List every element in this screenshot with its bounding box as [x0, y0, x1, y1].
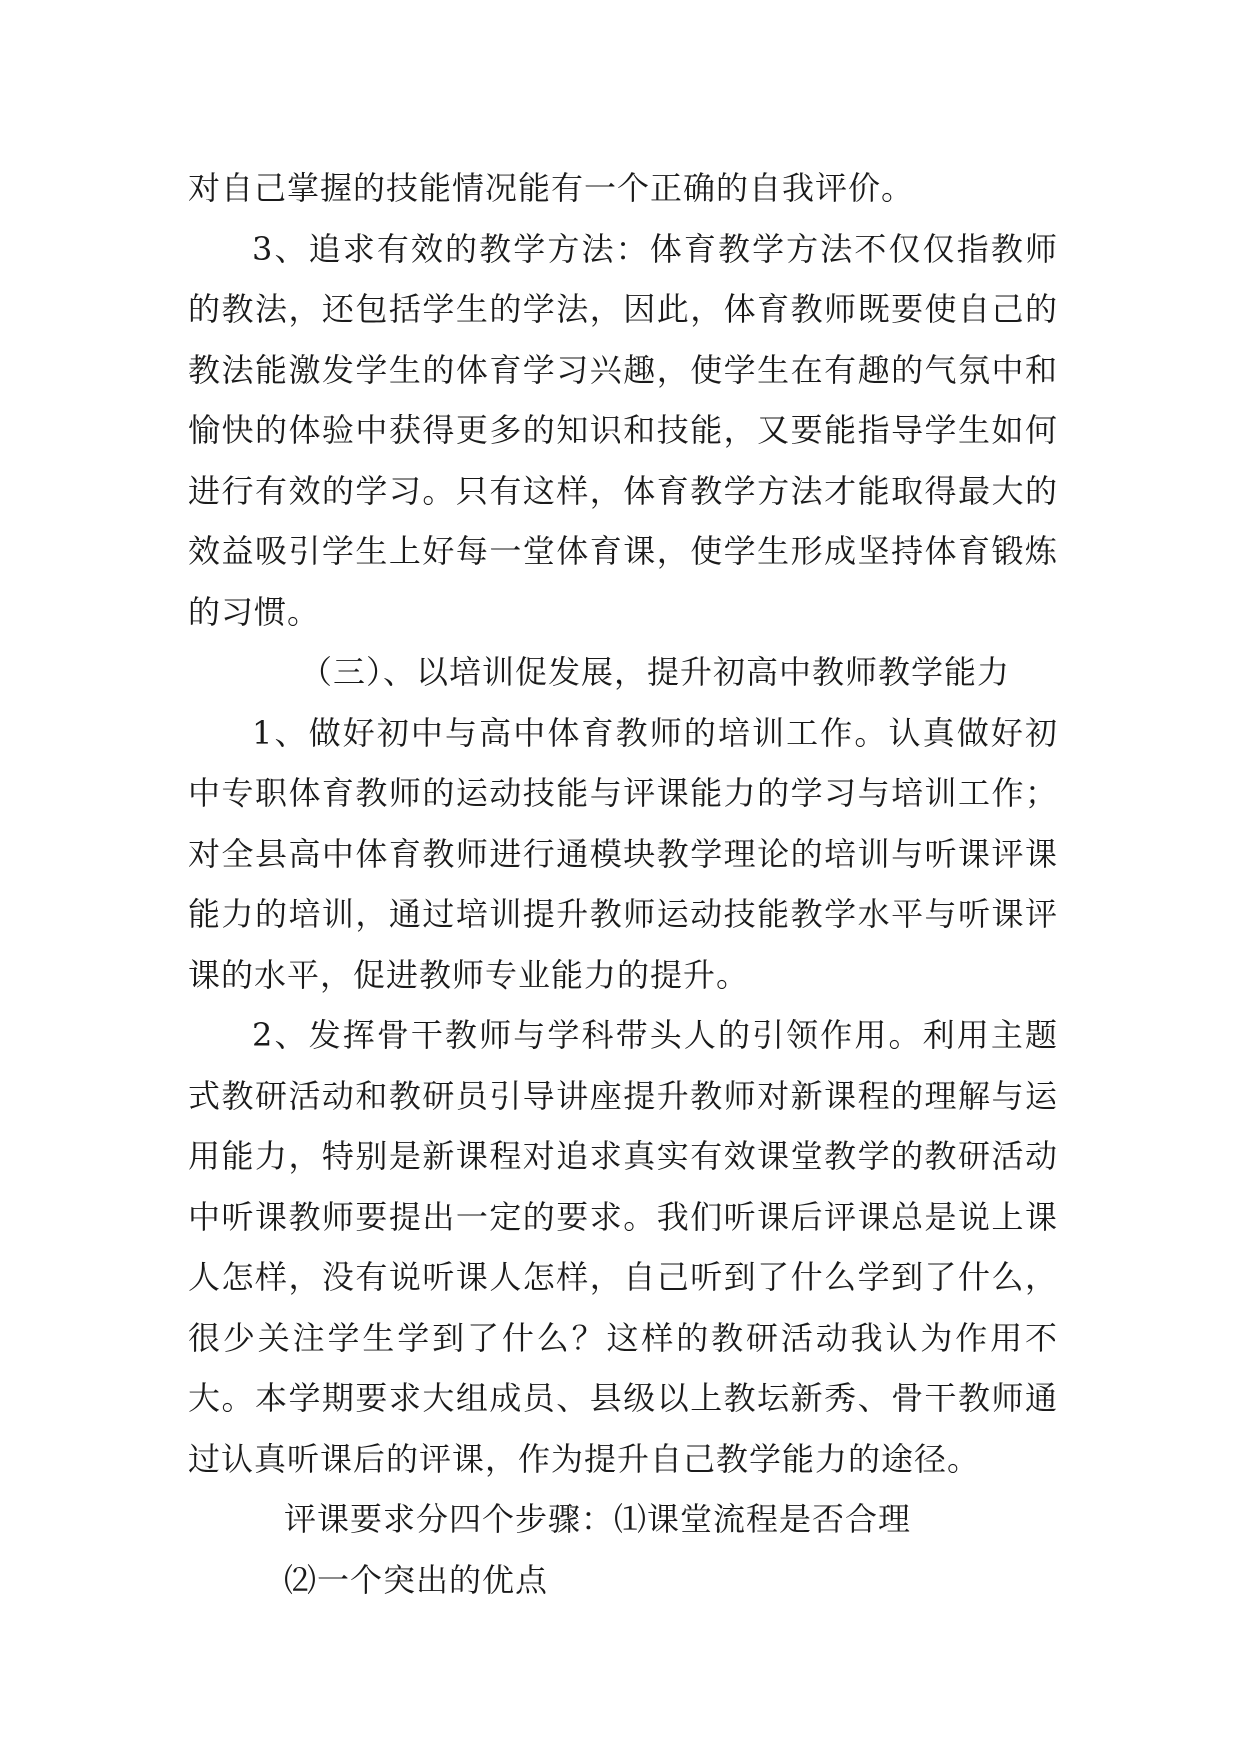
- paragraph-teacher-training: 1、做好初中与高中体育教师的培训工作。认真做好初中专职体育教师的运动技能与评课能力的学习与培训工作；对全县高中体育教师进行通模块教学理论的培训与听课评课能力的培训，通过培训提升教师运动技能教学水平与听课评课的水平，促进教师专业能力的提升。: [188, 713, 1058, 994]
- paragraph-teaching-methods: 3、追求有效的教学方法：体育教学方法不仅仅指教师的教法，还包括学生的学法，因此，体育教师既要使自己的教法能激发学生的体育学习兴趣，使学生在有趣的气氛中和愉快的体验中获得更多的知识和技能，又要能指导学生如何进行有效的学习。只有这样，体育教学方法才能取得最大的效益吸引学生上好每一堂体育课，使学生形成坚持体育锻炼的习惯。: [188, 229, 1058, 631]
- section-heading-training: （三）、以培训促发展，提升初高中教师教学能力: [300, 653, 1011, 691]
- paragraph-continuation: 对自己掌握的技能情况能有一个正确的自我评价。: [188, 169, 915, 207]
- paragraph-evaluation-step-1: 评课要求分四个步骤：⑴课堂流程是否合理: [284, 1500, 912, 1538]
- paragraph-evaluation-step-2: ⑵一个突出的优点: [284, 1560, 549, 1599]
- document-body: [188, 158, 1058, 1610]
- paragraph-backbone-teachers: 2、发挥骨干教师与学科带头人的引领作用。利用主题式教研活动和教研员引导讲座提升教师对新课程的理解与运用能力，特别是新课程对追求真实有效课堂教学的教研活动中听课教师要提出一定的要求。我们听课后评课总是说上课人怎样，没有说听课人怎样，自己听到了什么学到了什么，很少关注学生学到了什么？这样的教研活动我认为作用不大。本学期要求大组成员、县级以上教坛新秀、骨干教师通过认真听课后的评课，作为提升自己教学能力的途径。: [188, 1016, 1058, 1478]
